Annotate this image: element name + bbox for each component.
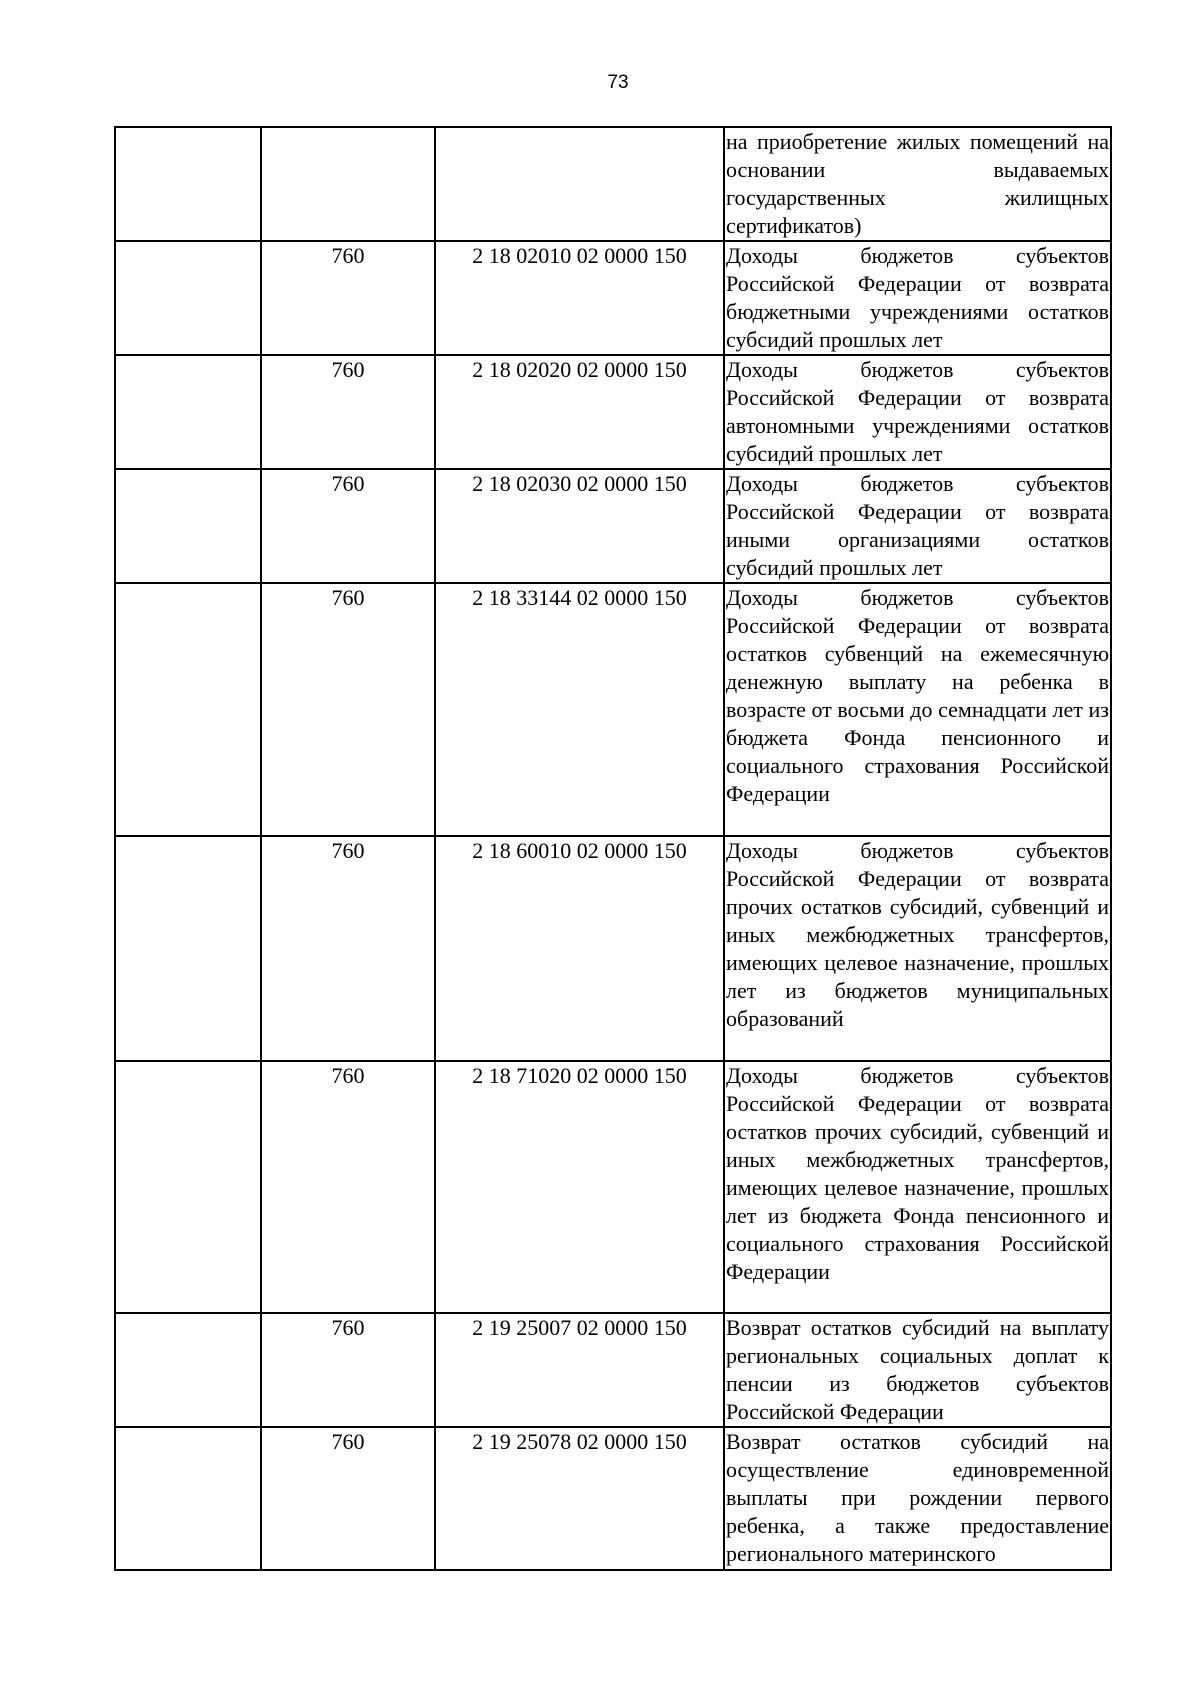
income-code-cell: 2 19 25007 02 0000 150 (435, 1313, 724, 1427)
admin-code-cell: 760 (261, 241, 435, 355)
admin-code-cell: 760 (261, 583, 435, 836)
income-code-cell: 2 18 33144 02 0000 150 (435, 583, 724, 836)
description-text: Доходы бюджетов субъектов Российской Федерации от возврата иными организациями остатков субсидий прошлых лет (726, 471, 1109, 580)
admin-code-cell: 760 (261, 355, 435, 469)
income-code-cell: 2 19 25078 02 0000 150 (435, 1427, 724, 1570)
table-cell-empty (115, 583, 261, 836)
income-code-cell: 2 18 02020 02 0000 150 (435, 355, 724, 469)
table-cell-empty (115, 836, 261, 1061)
income-code-cell: 2 18 71020 02 0000 150 (435, 1061, 724, 1313)
table-cell-empty (115, 1313, 261, 1427)
table-cell-empty (115, 1061, 261, 1313)
table-cell-empty (115, 127, 261, 241)
description-cell (724, 1313, 1111, 1427)
table-row (115, 127, 1111, 241)
table-row (115, 583, 1111, 836)
description-text: Доходы бюджетов субъектов Российской Федерации от возврата прочих остатков субсидий, субвенций и иных межбюджетных трансфертов, имеющих целевое назначение, прошлых лет из бюджетов муниципальных образований (726, 838, 1109, 1031)
table-row (115, 241, 1111, 355)
table-row (115, 1313, 1111, 1427)
page-number: 73 (607, 72, 629, 93)
description-text: Доходы бюджетов субъектов Российской Федерации от возврата остатков субвенций на ежемесячную денежную выплату на ребенка в возрасте от восьми до семнадцати лет из бюджета Фонда пенсионного и социального страхования Российской Федерации (726, 585, 1109, 806)
description-cell (724, 469, 1111, 583)
description-text: Доходы бюджетов субъектов Российской Федерации от возврата бюджетными учреждениями остатков субсидий прошлых лет (726, 243, 1109, 352)
description-cell (724, 241, 1111, 355)
table-cell-empty (115, 241, 261, 355)
description-cell (724, 127, 1111, 241)
description-text: Возврат остатков субсидий на выплату региональных социальных доплат к пенсии из бюджетов субъектов Российской Федерации (726, 1315, 1109, 1424)
table-row (115, 836, 1111, 1061)
description-text: Возврат остатков субсидий на осуществление единовременной выплаты при рождении первого ребенка, а также предоставление регионального материнского (726, 1429, 1109, 1566)
admin-code-cell: 760 (261, 1427, 435, 1570)
description-cell (724, 836, 1111, 1061)
admin-code-cell: 760 (261, 1313, 435, 1427)
table-cell-empty (115, 355, 261, 469)
table-row (115, 1061, 1111, 1313)
table-row (115, 469, 1111, 583)
description-cell (724, 355, 1111, 469)
income-code-cell: 2 18 02030 02 0000 150 (435, 469, 724, 583)
description-text: Доходы бюджетов субъектов Российской Федерации от возврата остатков прочих субсидий, субвенций и иных межбюджетных трансфертов, имеющих целевое назначение, прошлых лет из бюджета Фонда пенсионного и социального страхования Российской Федерации (726, 1063, 1109, 1284)
admin-code-cell: 760 (261, 469, 435, 583)
table-cell-empty (115, 469, 261, 583)
description-cell (724, 583, 1111, 836)
table-cell-empty (115, 1427, 261, 1570)
income-code-cell: 2 18 60010 02 0000 150 (435, 836, 724, 1061)
description-cell (724, 1061, 1111, 1313)
income-code-cell: 2 18 02010 02 0000 150 (435, 241, 724, 355)
description-text: на приобретение жилых помещений на основании выдаваемых государственных жилищных сертификатов) (726, 129, 1109, 238)
table-row (115, 355, 1111, 469)
admin-code-cell: 760 (261, 836, 435, 1061)
admin-code-cell (261, 127, 435, 241)
description-text: Доходы бюджетов субъектов Российской Федерации от возврата автономными учреждениями остатков субсидий прошлых лет (726, 357, 1109, 466)
income-code-cell (435, 127, 724, 241)
income-codes-table (114, 126, 1112, 1571)
admin-code-cell: 760 (261, 1061, 435, 1313)
table-row (115, 1427, 1111, 1570)
description-cell (724, 1427, 1111, 1570)
